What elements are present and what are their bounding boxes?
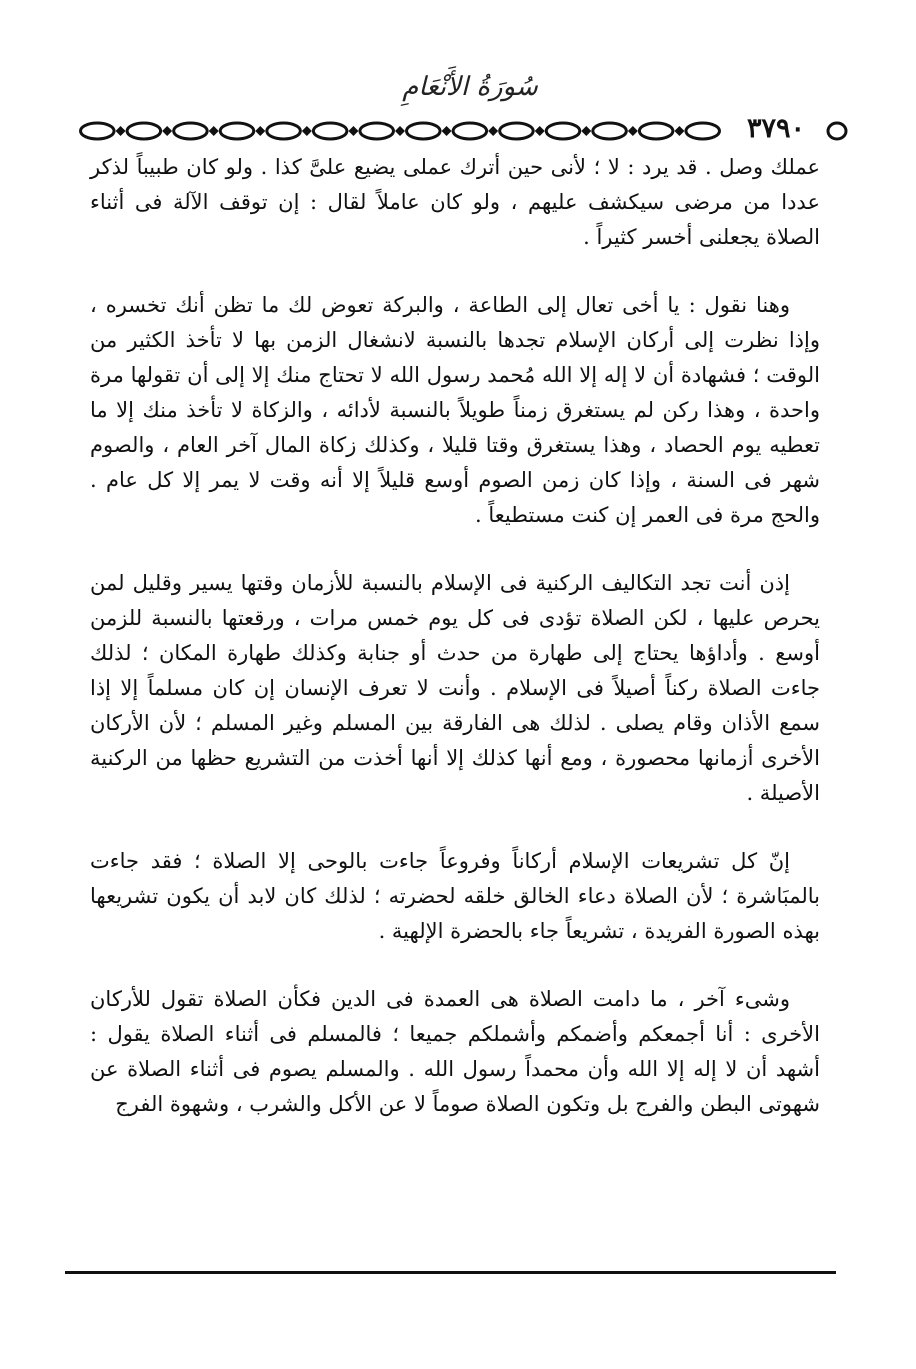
ornament-link xyxy=(453,123,487,139)
header-ornament-end xyxy=(826,118,848,144)
ornament-link xyxy=(360,123,394,139)
ornament-link xyxy=(639,123,673,139)
ornament-diamond xyxy=(348,126,358,136)
page-body xyxy=(90,150,820,1155)
ornament-diamond xyxy=(581,126,591,136)
ornament-diamond xyxy=(209,126,219,136)
ornament-link xyxy=(127,123,161,139)
header-ornament-chain xyxy=(74,118,726,144)
ornament-diamond xyxy=(488,126,498,136)
paragraph: وشىء آخر ، ما دامت الصلاة هى العمدة فى الدين فكأن الصلاة تقول للأركان الأخرى : أنا أجمعكم وأضمكم وأشملكم جميعا ؛ فالمسلم فى أثناء الصلاة يقول : أشهد أن لا إله إلا الله وأن محمداً رسول الله . والمسلم يصوم فى أثناء الصلاة عن شهوتى البطن والفرج بل وتكون الصلاة صوماً لا عن الأكل والشرب ، وشهوة الفرج xyxy=(90,987,820,1116)
ornament-link xyxy=(686,123,720,139)
ornament-diamond xyxy=(116,126,126,136)
ornament-link xyxy=(407,123,441,139)
paragraph: عملك وصل . قد يرد : لا ؛ لأنى حين أترك عملى يضيع علىَّ كذا . ولو كان طبيباً لذكر عددا من مرضى سيكشف عليهم ، ولو كان عاملاً لقال : إن توقف الآلة فى أثناء الصلاة يجعلنى أخسر كثيراً . xyxy=(90,155,820,249)
paragraph: وهنا نقول : يا أخى تعال إلى الطاعة ، والبركة تعوض لك ما تظن أنك تخسره ، وإذا نظرت إلى أركان الإسلام تجدها بالنسبة لانشغال الزمن بها لا تأخذ الكثير من الوقت ؛ فشهادة أن لا إله إلا الله مُحمد رسول الله لا تحتاج منك إلا إلى أن تقولها مرة واحدة ، وهذا ركن لم يستغرق زمناً طويلاً بالنسبة لأدائه ، والزكاة لا تأخذ منك إلا ما تعطيه يوم الحصاد ، وهذا يستغرق وقتا قليلا ، وكذلك زكاة المال آخر العام ، والصوم شهر فى السنة ، وإذا كان زمن الصوم أوسع قليلاً إلا أنه وقت لا يمر إلا كل عام . والحج مرة فى العمر إن كنت مستطيعاً . xyxy=(90,293,820,527)
ornament-link xyxy=(174,123,208,139)
ornament-diamond xyxy=(535,126,545,136)
bottom-rule xyxy=(65,1271,836,1274)
ornament-diamond xyxy=(674,126,684,136)
ornament-link xyxy=(267,123,301,139)
ornament-link xyxy=(313,123,347,139)
ornament-diamond xyxy=(302,126,312,136)
ornament-diamond xyxy=(395,126,405,136)
surah-title: سُورَةُ الأَنْعَامِ xyxy=(402,72,538,102)
ornament-link xyxy=(546,123,580,139)
ornament-link xyxy=(593,123,627,139)
ornament-diamond xyxy=(442,126,452,136)
ornament-diamond xyxy=(162,126,172,136)
ornament-link xyxy=(81,123,115,139)
ornament-link xyxy=(220,123,254,139)
paragraph: إنّ كل تشريعات الإسلام أركاناً وفروعاً جاءت بالوحى إلا الصلاة ؛ فقد جاءت بالمبَاشرة ؛ لأن الصلاة دعاء الخالق خلقه لحضرته ؛ لذلك كان لابد أن يكون تشريعها بهذه الصورة الفريدة ، تشريعاً جاء بالحضرة الإلهية . xyxy=(90,849,820,943)
ornament-diamond xyxy=(255,126,265,136)
ornament-diamond xyxy=(628,126,638,136)
page-number: ٣٧٩٠ xyxy=(746,113,805,144)
ornament-link xyxy=(500,123,534,139)
paragraph: إذن أنت تجد التكاليف الركنية فى الإسلام بالنسبة للأزمان وقتها يسير وقليل لمن يحرص عليها ، لكن الصلاة تؤدى فى كل يوم خمس مرات ، ورقعتها بالنسبة للزمن أوسع . وأداؤها يحتاج إلى طهارة من حدث أو جنابة وكذلك طهارة المكان ؛ لذلك جاءت الصلاة ركناً أصيلاً فى الإسلام . وأنت لا تعرف الإنسان إن كان مسلماً إلا إذا سمع الأذان وقام يصلى . لذلك هى الفارقة بين المسلم وغير المسلم ؛ لأن الأركان الأخرى أزمانها محصورة ، ومع أنها كذلك إلا أنها أخذت من التشريع حظها من الركنية الأصيلة . xyxy=(90,571,820,805)
